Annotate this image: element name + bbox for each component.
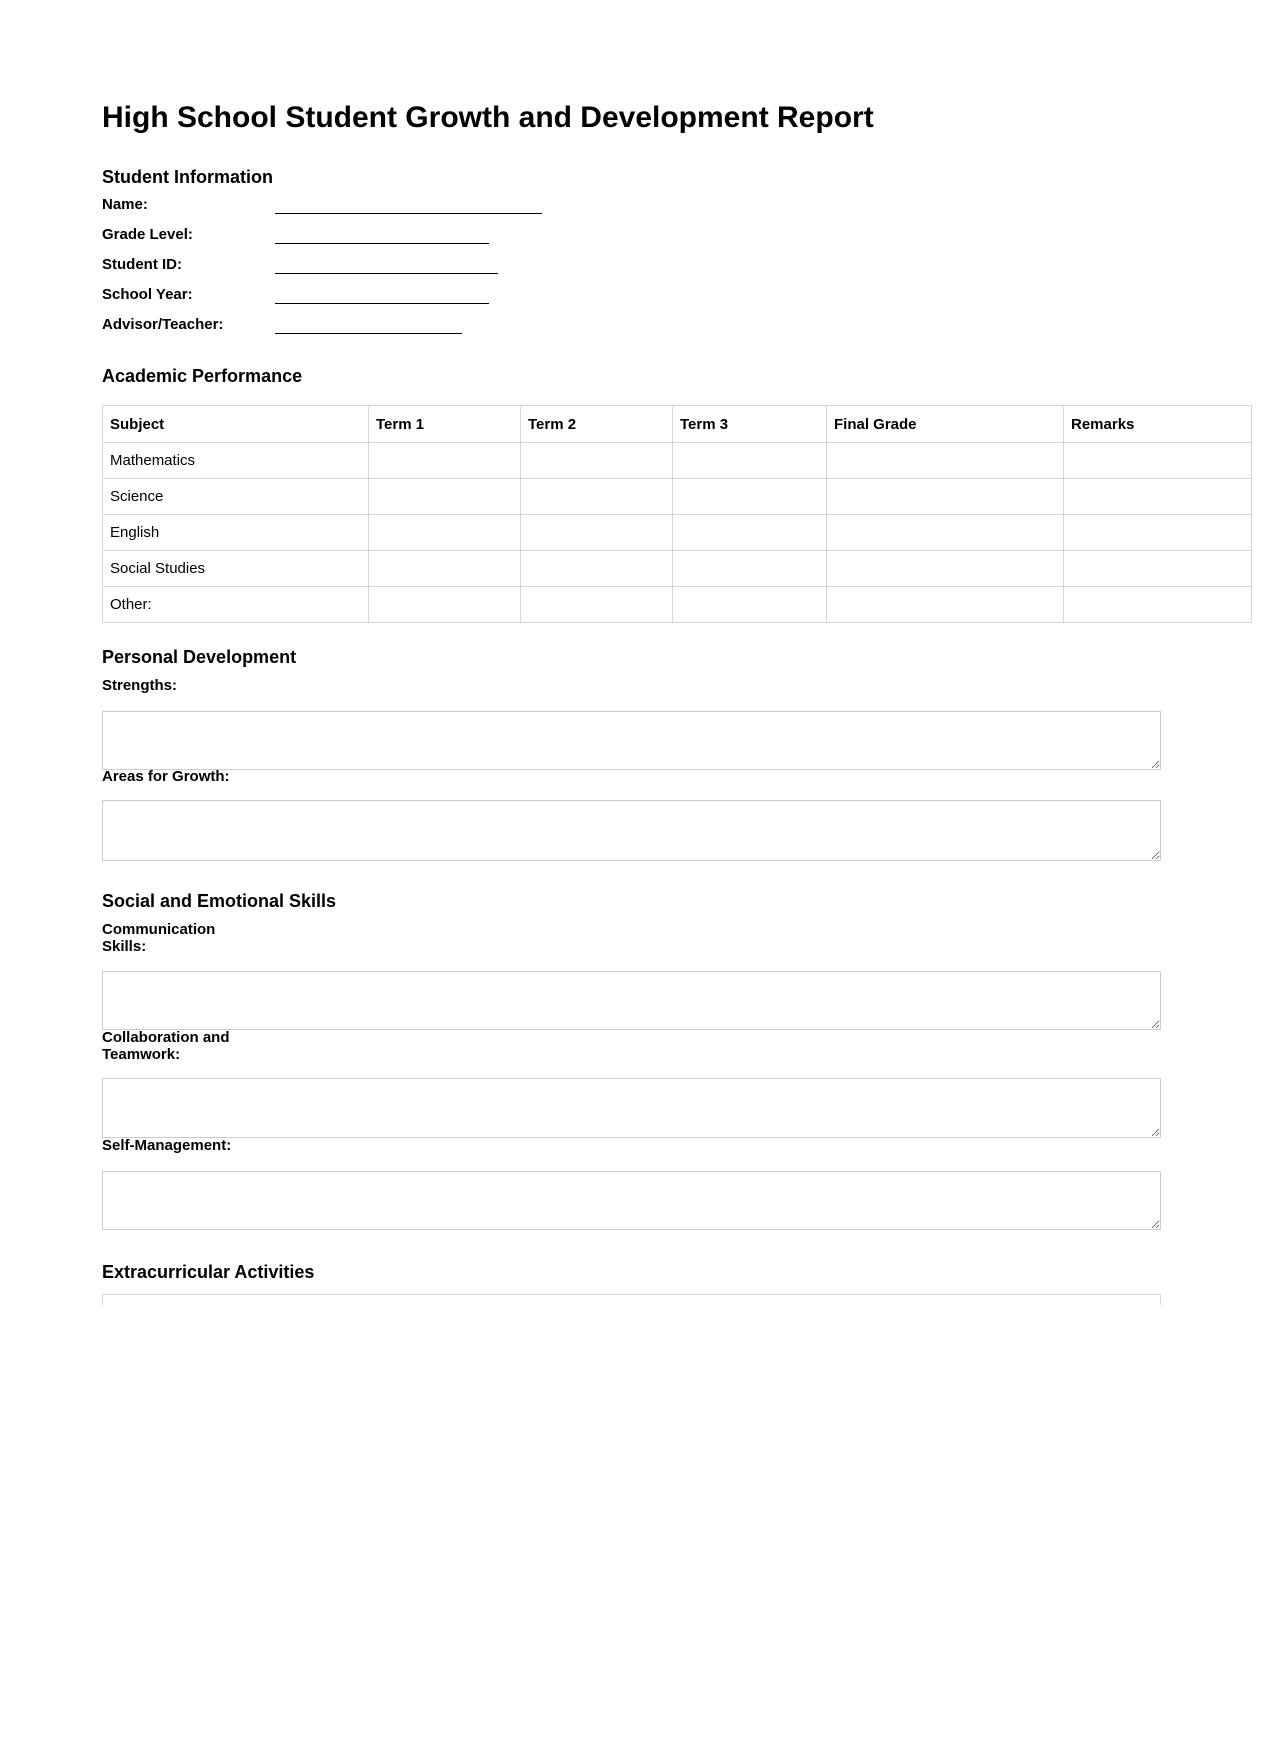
field-row-student-id [102,256,722,274]
term3-cell [673,479,827,515]
field-row-grade-level [102,226,722,244]
section-heading-personal-development: Personal Development [102,647,297,667]
collaboration-teamwork-label: Collaboration and Teamwork: [102,1029,230,1063]
remarks-cell [1064,587,1252,623]
column-header-remarks: Remarks [1064,406,1252,443]
subject-cell: Science [103,479,369,515]
field-row-school-year [102,286,722,304]
final-grade-cell [827,479,1064,515]
term1-cell [369,515,521,551]
term1-cell [369,551,521,587]
grade-level-label: Grade Level: [102,226,193,243]
section-heading-student-information: Student Information [102,167,273,187]
school-year-label: School Year: [102,286,193,303]
term2-cell [521,479,673,515]
final-grade-cell [827,551,1064,587]
term1-cell [369,443,521,479]
term2-cell [521,515,673,551]
communication-skills-textarea[interactable] [102,971,1161,1030]
student-id-label: Student ID: [102,256,182,273]
advisor-teacher-write-line [275,316,462,334]
table-row [103,443,1252,479]
table-row [103,479,1252,515]
remarks-cell [1064,443,1252,479]
term2-cell [521,551,673,587]
table-header-row [103,406,1252,443]
subject-cell: Social Studies [103,551,369,587]
term3-cell [673,443,827,479]
remarks-cell [1064,515,1252,551]
section-heading-social-emotional-skills: Social and Emotional Skills [102,891,337,911]
self-management-textarea[interactable] [102,1171,1161,1230]
subject-cell: English [103,515,369,551]
strengths-label: Strengths: [102,677,177,694]
column-header-subject: Subject [103,406,369,443]
field-row-name [102,196,722,214]
column-header-final-grade: Final Grade [827,406,1064,443]
subject-cell: Mathematics [103,443,369,479]
term1-cell [369,479,521,515]
areas-for-growth-label: Areas for Growth: [102,768,230,785]
page-title: High School Student Growth and Development Report [102,101,874,134]
term3-cell [673,551,827,587]
term3-cell [673,587,827,623]
column-header-term3: Term 3 [673,406,827,443]
communication-skills-label: Communication Skills: [102,921,216,955]
academic-performance-table [102,405,1252,623]
grade-level-write-line [275,226,489,244]
term2-cell [521,587,673,623]
name-write-line [275,196,542,214]
table-row [103,587,1252,623]
areas-for-growth-textarea[interactable] [102,800,1161,861]
remarks-cell [1064,479,1252,515]
column-header-term2: Term 2 [521,406,673,443]
school-year-write-line [275,286,489,304]
section-heading-academic-performance: Academic Performance [102,366,303,386]
table-row [103,515,1252,551]
column-header-term1: Term 1 [369,406,521,443]
final-grade-cell [827,443,1064,479]
extracurricular-partial-box[interactable] [102,1294,1161,1305]
term1-cell [369,587,521,623]
field-row-advisor-teacher [102,316,722,334]
self-management-label: Self-Management: [102,1137,232,1154]
advisor-teacher-label: Advisor/Teacher: [102,316,224,333]
final-grade-cell [827,587,1064,623]
section-heading-extracurricular-activities: Extracurricular Activities [102,1262,315,1282]
final-grade-cell [827,515,1064,551]
term2-cell [521,443,673,479]
remarks-cell [1064,551,1252,587]
subject-cell: Other: [103,587,369,623]
strengths-textarea[interactable] [102,711,1161,770]
term3-cell [673,515,827,551]
table-row [103,551,1252,587]
collaboration-teamwork-textarea[interactable] [102,1078,1161,1138]
name-label: Name: [102,196,148,213]
student-id-write-line [275,256,498,274]
